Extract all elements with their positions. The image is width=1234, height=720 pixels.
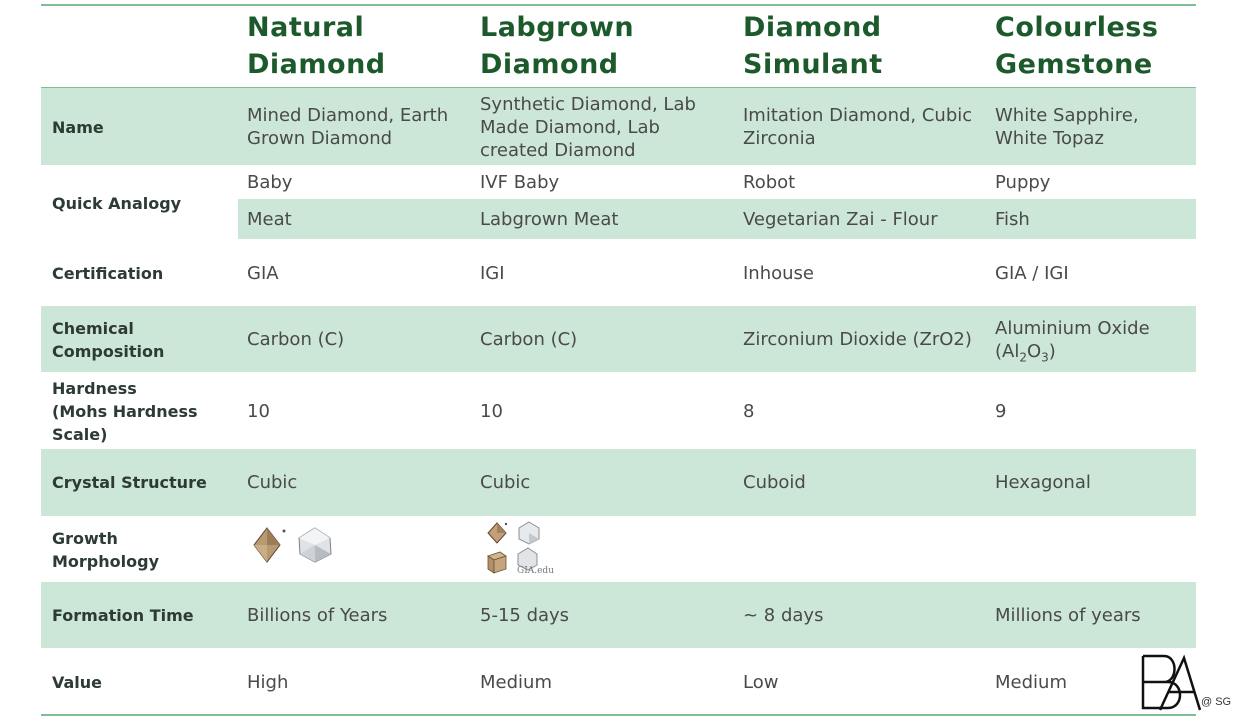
row-label-growth-morphology: Growth Morphology [52,529,159,571]
chem-simulant: Zirconium Dioxide (ZrO2) [743,329,972,350]
value-labgrown: Medium [480,672,552,693]
value-gemstone: Medium [995,672,1067,693]
analogy-b-simulant: Vegetarian Zai - Flour [743,209,938,230]
name-natural: Mined Diamond, Earth Grown Diamond [247,105,449,149]
analogy-a-natural: Baby [247,172,293,193]
cert-gemstone: GIA / IGI [995,263,1069,284]
gia-credit-text: GIA.edu [517,566,554,576]
analogy-b-labgrown: Labgrown Meat [480,209,619,230]
logo-sg-text: @ SG [1201,696,1232,708]
row-label-certification: Certification [52,264,164,283]
formation-gemstone: Millions of years [995,605,1141,626]
value-simulant: Low [743,672,779,693]
dot-icon [283,530,286,533]
formation-labgrown: 5-15 days [480,605,570,626]
header-colourless-gemstone: Colourless Gemstone [995,12,1159,80]
row-label-hardness: Hardness (Mohs Hardness Scale) [52,379,198,444]
cube-crystal-icon [488,552,506,573]
analogy-a-simulant: Robot [743,172,796,193]
row-label-chemical-composition: Chemical Composition [52,319,165,361]
crystal-natural: Cubic [247,472,298,493]
formation-simulant: ~ 8 days [743,605,824,626]
small-octahedron-icon [488,523,506,543]
crystal-gemstone: Hexagonal [995,472,1091,493]
analogy-b-gemstone: Fish [995,209,1030,230]
row-label-crystal-structure: Crystal Structure [52,473,207,492]
chem-gemstone: Aluminium Oxide $(Al_2O_3)$ [995,318,1150,365]
header-natural-diamond: Natural Diamond [247,12,386,80]
rough-diamond-icon [299,528,331,562]
cert-labgrown: IGI [480,263,505,284]
hardness-simulant: 8 [743,401,755,422]
small-rough-diamond-icon [519,522,539,544]
bottom-rule [41,714,1196,716]
crystal-labgrown: Cubic [480,472,531,493]
header-labgrown-diamond: Labgrown Diamond [480,12,635,80]
analogy-a-gemstone: Puppy [995,172,1051,193]
name-labgrown: Synthetic Diamond, Lab Made Diamond, Lab created Diamond [480,94,696,161]
name-simulant: Imitation Diamond, Cubic Zirconia [743,105,973,149]
row-label-name: Name [52,118,104,137]
octahedron-icon [254,528,280,562]
formation-natural: Billions of Years [247,605,388,626]
crystal-simulant: Cuboid [743,472,806,493]
labgrown-crystal-images [484,520,564,576]
dot-icon [505,523,507,525]
natural-crystal-images [250,524,340,566]
value-natural: High [247,672,289,693]
cert-simulant: Inhouse [743,263,814,284]
hardness-natural: 10 [247,401,270,422]
chem-natural: Carbon (C) [247,329,345,350]
top-rule [41,4,1196,6]
hardness-labgrown: 10 [480,401,503,422]
analogy-a-labgrown: IVF Baby [480,172,560,193]
chem-labgrown: Carbon (C) [480,329,578,350]
row-label-quick-analogy: Quick Analogy [52,194,182,213]
row-label-formation-time: Formation Time [52,606,194,625]
row-label-value: Value [52,673,103,692]
hardness-gemstone: 9 [995,401,1007,422]
cert-natural: GIA [247,263,279,284]
analogy-b-natural: Meat [247,209,292,230]
header-diamond-simulant: Diamond Simulant [743,12,883,80]
name-gemstone: White Sapphire, White Topaz [995,105,1139,149]
